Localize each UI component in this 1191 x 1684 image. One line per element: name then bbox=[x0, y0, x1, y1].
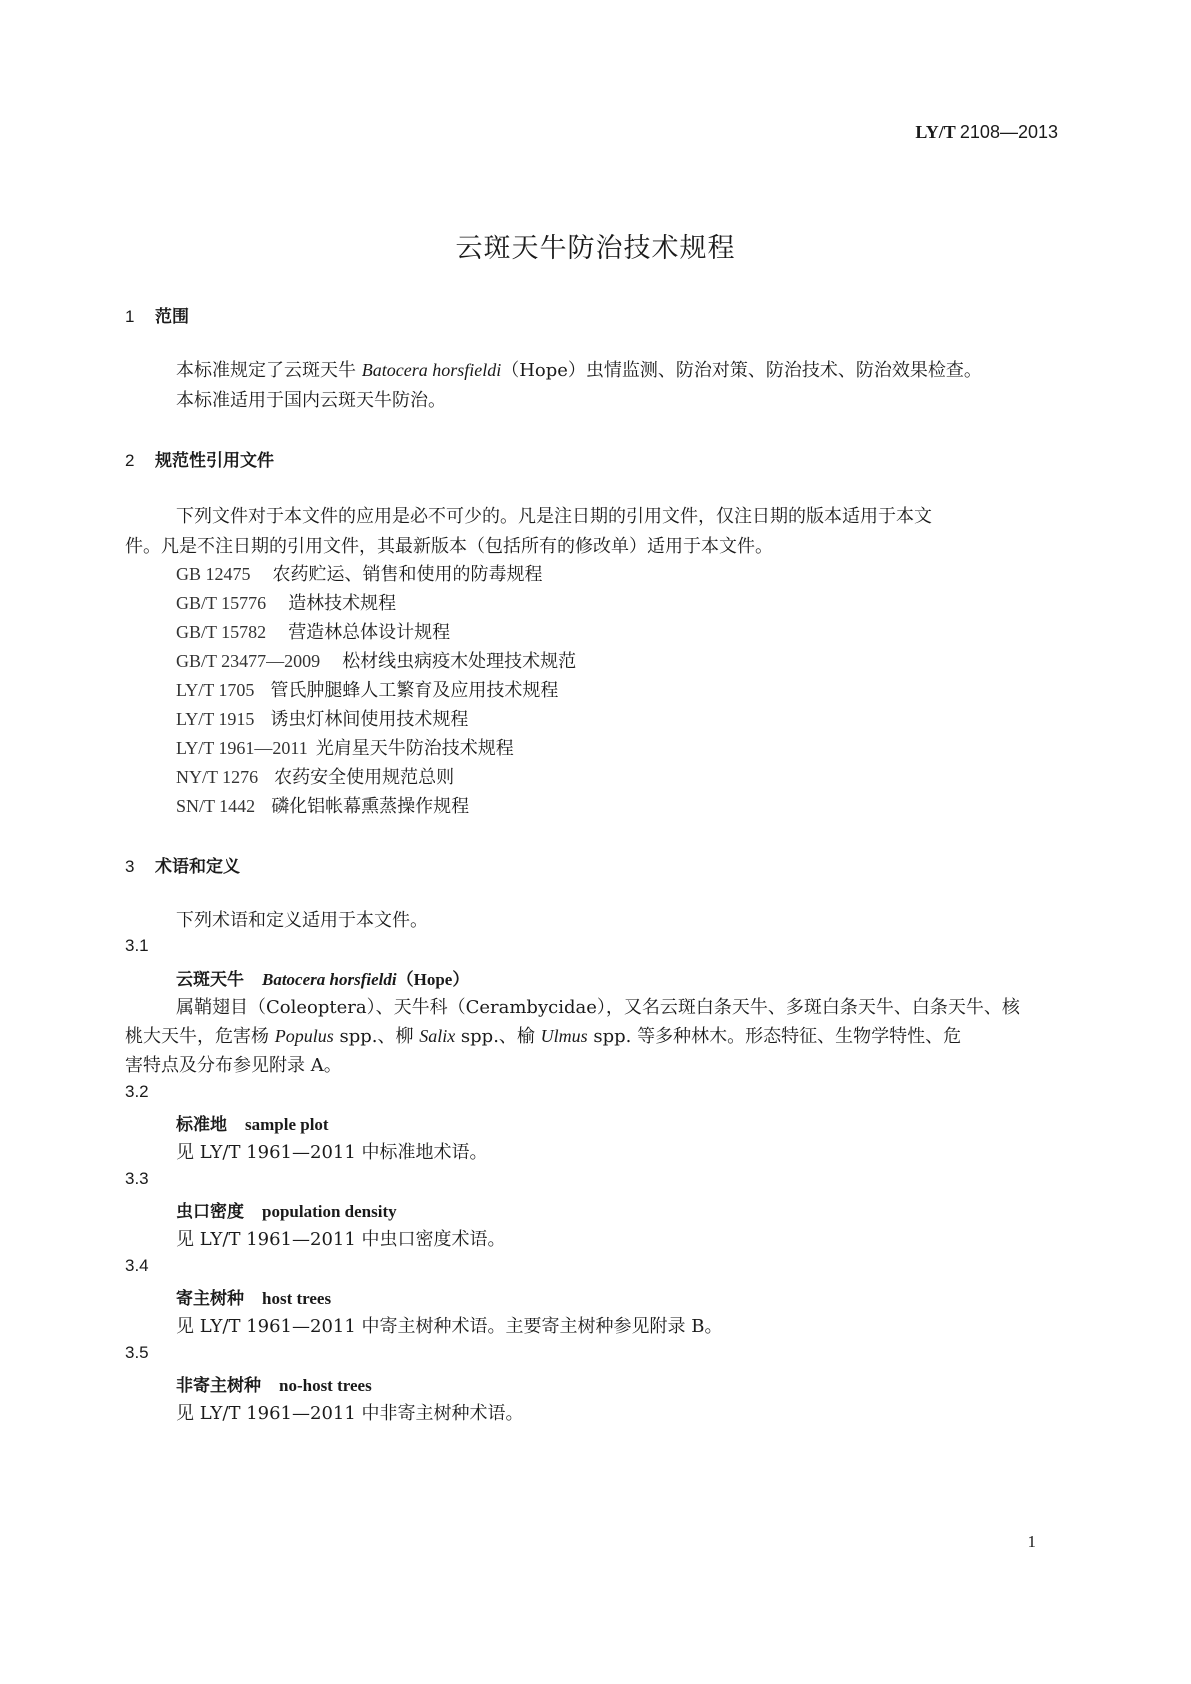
standard-prefix: LY/T bbox=[915, 122, 956, 142]
reference-title: 管氏肿腿蜂人工繁育及应用技术规程 bbox=[270, 680, 559, 701]
reference-title: 营造林总体设计规程 bbox=[288, 622, 451, 643]
reference-item bbox=[176, 560, 543, 586]
term-definition-line-2 bbox=[125, 1021, 961, 1052]
term-heading bbox=[176, 1197, 397, 1222]
text: （Hope）虫情监测、防治对策、防治技术、防治效果检查。 bbox=[501, 360, 982, 381]
section-2-intro-line-2: 件。凡是不注日期的引用文件，其最新版本（包括所有的修改单）适用于本文件。 bbox=[125, 536, 773, 557]
text: spp.、柳 bbox=[333, 1026, 420, 1047]
latin-name: Batocera horsfieldi bbox=[361, 360, 502, 380]
reference-code: LY/T 1961—2011 bbox=[176, 738, 308, 758]
term-zh: 标准地 bbox=[176, 1115, 227, 1135]
term-zh: 寄主树种 bbox=[176, 1289, 244, 1309]
section-title: 范围 bbox=[155, 307, 189, 327]
reference-title: 诱虫灯林间使用技术规程 bbox=[270, 709, 469, 730]
section-1-heading bbox=[125, 302, 189, 327]
reference-item bbox=[176, 792, 469, 818]
text: 本标准规定了云斑天牛 bbox=[176, 360, 362, 381]
section-1-paragraph-1 bbox=[176, 355, 982, 386]
term-heading bbox=[176, 1371, 372, 1396]
term-number: 3.1 bbox=[125, 936, 149, 955]
term-definition: 见 LY/T 1961—2011 中标准地术语。 bbox=[176, 1142, 488, 1163]
term-en: host trees bbox=[262, 1289, 332, 1308]
term-number: 3.5 bbox=[125, 1343, 149, 1362]
reference-title: 光肩星天牛防治技术规程 bbox=[315, 738, 514, 759]
reference-code: LY/T 1705 bbox=[176, 680, 255, 700]
reference-title: 造林技术规程 bbox=[288, 593, 397, 614]
section-3-heading bbox=[125, 852, 240, 877]
text: 桃大天牛，危害杨 bbox=[125, 1026, 275, 1047]
section-2-heading bbox=[125, 446, 274, 471]
reference-title: 农药安全使用规范总则 bbox=[274, 767, 455, 788]
text: spp.、榆 bbox=[455, 1026, 541, 1047]
standard-number: 2108—2013 bbox=[959, 122, 1058, 142]
term-definition-line-3: 害特点及分布参见附录 A。 bbox=[125, 1055, 342, 1076]
latin-name: Populus bbox=[274, 1026, 334, 1046]
term-en bbox=[262, 970, 469, 989]
reference-code: GB/T 15776 bbox=[176, 593, 267, 613]
reference-item bbox=[176, 734, 514, 760]
reference-code: LY/T 1915 bbox=[176, 709, 255, 729]
reference-code: GB/T 23477—2009 bbox=[176, 651, 321, 671]
document-title: 云斑天牛防治技术规程 bbox=[455, 233, 736, 264]
section-3-intro: 下列术语和定义适用于本文件。 bbox=[176, 910, 428, 931]
section-title: 术语和定义 bbox=[155, 857, 240, 877]
section-2-intro-line-1: 下列文件对于本文件的应用是必不可少的。凡是注日期的引用文件，仅注日期的版本适用于本文 bbox=[176, 506, 932, 527]
term-en-italic: Batocera horsfieldi bbox=[262, 970, 397, 989]
term-definition-line-1: 属鞘翅目（Coleoptera）、天牛科（Cerambycidae），又名云斑白条天牛、多斑白条天牛、白条天牛、核 bbox=[176, 997, 1020, 1018]
reference-title: 磷化铝帐幕熏蒸操作规程 bbox=[271, 796, 470, 817]
reference-item bbox=[176, 676, 558, 702]
reference-code: GB/T 15782 bbox=[176, 622, 267, 642]
section-title: 规范性引用文件 bbox=[155, 451, 274, 471]
term-en: population density bbox=[262, 1202, 397, 1221]
text: spp. 等多种林木。形态特征、生物学特性、危 bbox=[587, 1026, 962, 1047]
reference-item bbox=[176, 589, 396, 615]
term-definition: 见 LY/T 1961—2011 中寄主树种术语。主要寄主树种参见附录 B。 bbox=[176, 1316, 723, 1337]
reference-item bbox=[176, 618, 450, 644]
reference-title: 松材线虫病疫木处理技术规范 bbox=[342, 651, 577, 672]
reference-code: GB 12475 bbox=[176, 564, 251, 584]
term-number: 3.2 bbox=[125, 1082, 149, 1101]
latin-name: Salix bbox=[419, 1026, 456, 1046]
reference-code: SN/T 1442 bbox=[176, 796, 256, 816]
reference-item bbox=[176, 705, 468, 731]
term-heading bbox=[176, 1284, 331, 1309]
term-number: 3.4 bbox=[125, 1256, 149, 1275]
reference-item bbox=[176, 763, 454, 789]
reference-code: NY/T 1276 bbox=[176, 767, 259, 787]
term-zh: 非寄主树种 bbox=[176, 1376, 261, 1396]
section-1-paragraph-2: 本标准适用于国内云斑天牛防治。 bbox=[176, 390, 446, 411]
term-en: no-host trees bbox=[279, 1376, 372, 1395]
term-definition: 见 LY/T 1961—2011 中非寄主树种术语。 bbox=[176, 1403, 524, 1424]
term-en: sample plot bbox=[245, 1115, 329, 1134]
latin-name: Ulmus bbox=[540, 1026, 588, 1046]
reference-item bbox=[176, 647, 576, 673]
reference-title: 农药贮运、销售和使用的防毒规程 bbox=[272, 564, 543, 585]
term-en-suffix: （Hope） bbox=[396, 970, 470, 989]
term-number: 3.3 bbox=[125, 1169, 149, 1188]
term-heading bbox=[176, 1110, 329, 1135]
term-zh: 云斑天牛 bbox=[176, 970, 244, 990]
term-heading bbox=[176, 965, 469, 990]
section-number: 1 bbox=[125, 307, 135, 326]
section-number: 2 bbox=[125, 451, 135, 470]
page-number: 1 bbox=[1027, 1532, 1036, 1551]
section-number: 3 bbox=[125, 857, 135, 876]
standard-code bbox=[915, 122, 1058, 143]
term-definition: 见 LY/T 1961—2011 中虫口密度术语。 bbox=[176, 1229, 506, 1250]
term-zh: 虫口密度 bbox=[176, 1202, 244, 1222]
